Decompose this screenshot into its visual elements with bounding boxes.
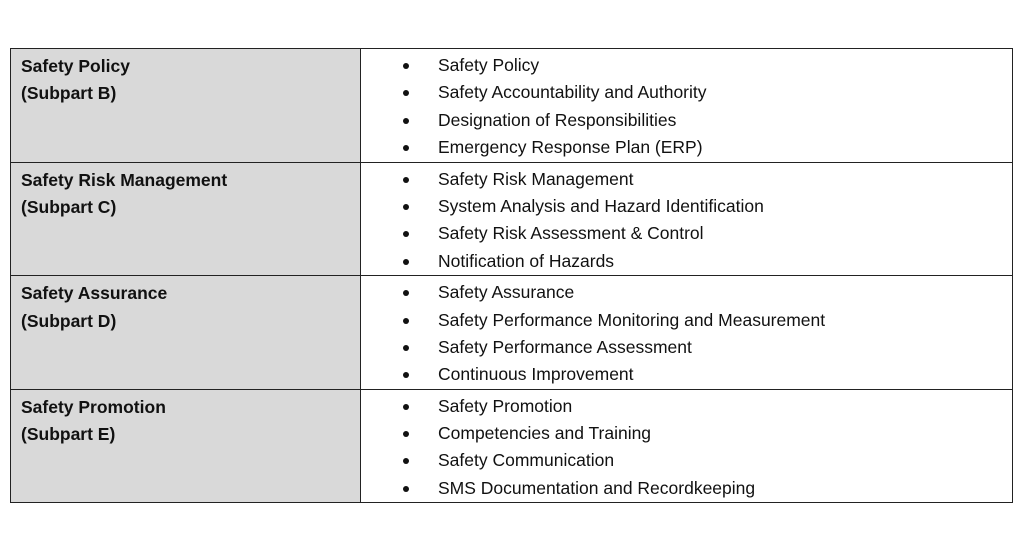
- element-label: Safety Policy: [438, 55, 540, 75]
- list-item: [361, 475, 1012, 502]
- bullet-icon: [403, 145, 409, 151]
- elements-cell: [361, 389, 1013, 503]
- list-item: [361, 279, 1012, 306]
- list-item: [361, 307, 1012, 334]
- element-label: Emergency Response Plan (ERP): [438, 137, 703, 158]
- component-title: Safety Policy: [21, 56, 130, 76]
- element-label: Safety Performance Monitoring and Measurement: [438, 309, 826, 330]
- table-row: [11, 389, 1013, 503]
- component-title: Safety Risk Management: [21, 169, 228, 190]
- elements-list: [361, 276, 1012, 389]
- component-cell: [11, 162, 361, 276]
- element-label: Safety Risk Assessment & Control: [438, 223, 704, 244]
- list-item: [361, 193, 1012, 220]
- component-title: Safety Assurance: [21, 283, 168, 304]
- bullet-icon: [403, 404, 409, 410]
- element-label: Designation of Responsibilities: [438, 109, 677, 130]
- elements-cell: [361, 49, 1013, 163]
- component-title: Safety Promotion: [21, 396, 166, 417]
- element-label: SMS Documentation and Recordkeeping: [438, 477, 756, 498]
- list-item: [361, 79, 1012, 106]
- bullet-icon: [403, 259, 409, 265]
- element-label: Safety Accountability and Authority: [438, 82, 707, 103]
- elements-list: [361, 49, 1012, 162]
- list-item: [361, 361, 1012, 388]
- bullet-icon: [403, 318, 409, 324]
- bullet-icon: [403, 372, 409, 378]
- bullet-icon: [403, 118, 409, 124]
- list-item: [361, 334, 1012, 361]
- component-cell: [11, 389, 361, 503]
- list-item: [361, 248, 1012, 275]
- elements-list: [361, 163, 1012, 276]
- component-cell: [11, 49, 361, 163]
- bullet-icon: [403, 458, 409, 464]
- bullet-icon: [403, 63, 409, 69]
- list-item: [361, 447, 1012, 474]
- element-label: Competencies and Training: [438, 423, 652, 444]
- component-subpart: (Subpart D): [21, 310, 117, 331]
- bullet-icon: [403, 431, 409, 437]
- bullet-icon: [403, 486, 409, 492]
- list-item: [361, 107, 1012, 134]
- list-item: [361, 166, 1012, 193]
- element-label: Safety Communication: [438, 450, 615, 471]
- elements-cell: [361, 162, 1013, 276]
- sms-components-table: [10, 48, 1013, 503]
- element-label: Continuous Improvement: [438, 364, 634, 385]
- list-item: [361, 220, 1012, 247]
- element-label: Safety Assurance: [438, 282, 575, 303]
- elements-cell: [361, 276, 1013, 390]
- element-label: Safety Performance Assessment: [438, 336, 692, 357]
- list-item: [361, 134, 1012, 161]
- bullet-icon: [403, 290, 409, 296]
- element-label: Notification of Hazards: [438, 250, 615, 271]
- list-item: [361, 420, 1012, 447]
- bullet-icon: [403, 177, 409, 183]
- element-label: Safety Promotion: [438, 395, 573, 416]
- table-row: [11, 276, 1013, 390]
- bullet-icon: [403, 204, 409, 210]
- element-label: System Analysis and Hazard Identification: [438, 195, 764, 216]
- component-subpart: (Subpart B): [21, 83, 117, 104]
- table-row: [11, 162, 1013, 276]
- element-label: Safety Risk Management: [438, 168, 634, 189]
- bullet-icon: [403, 90, 409, 96]
- component-subpart: (Subpart E): [21, 424, 116, 445]
- bullet-icon: [403, 345, 409, 351]
- component-subpart: (Subpart C): [21, 196, 117, 217]
- bullet-icon: [403, 231, 409, 237]
- table-row: [11, 49, 1013, 163]
- component-cell: [11, 276, 361, 390]
- elements-list: [361, 390, 1012, 503]
- list-item: [361, 393, 1012, 420]
- list-item: [361, 52, 1012, 79]
